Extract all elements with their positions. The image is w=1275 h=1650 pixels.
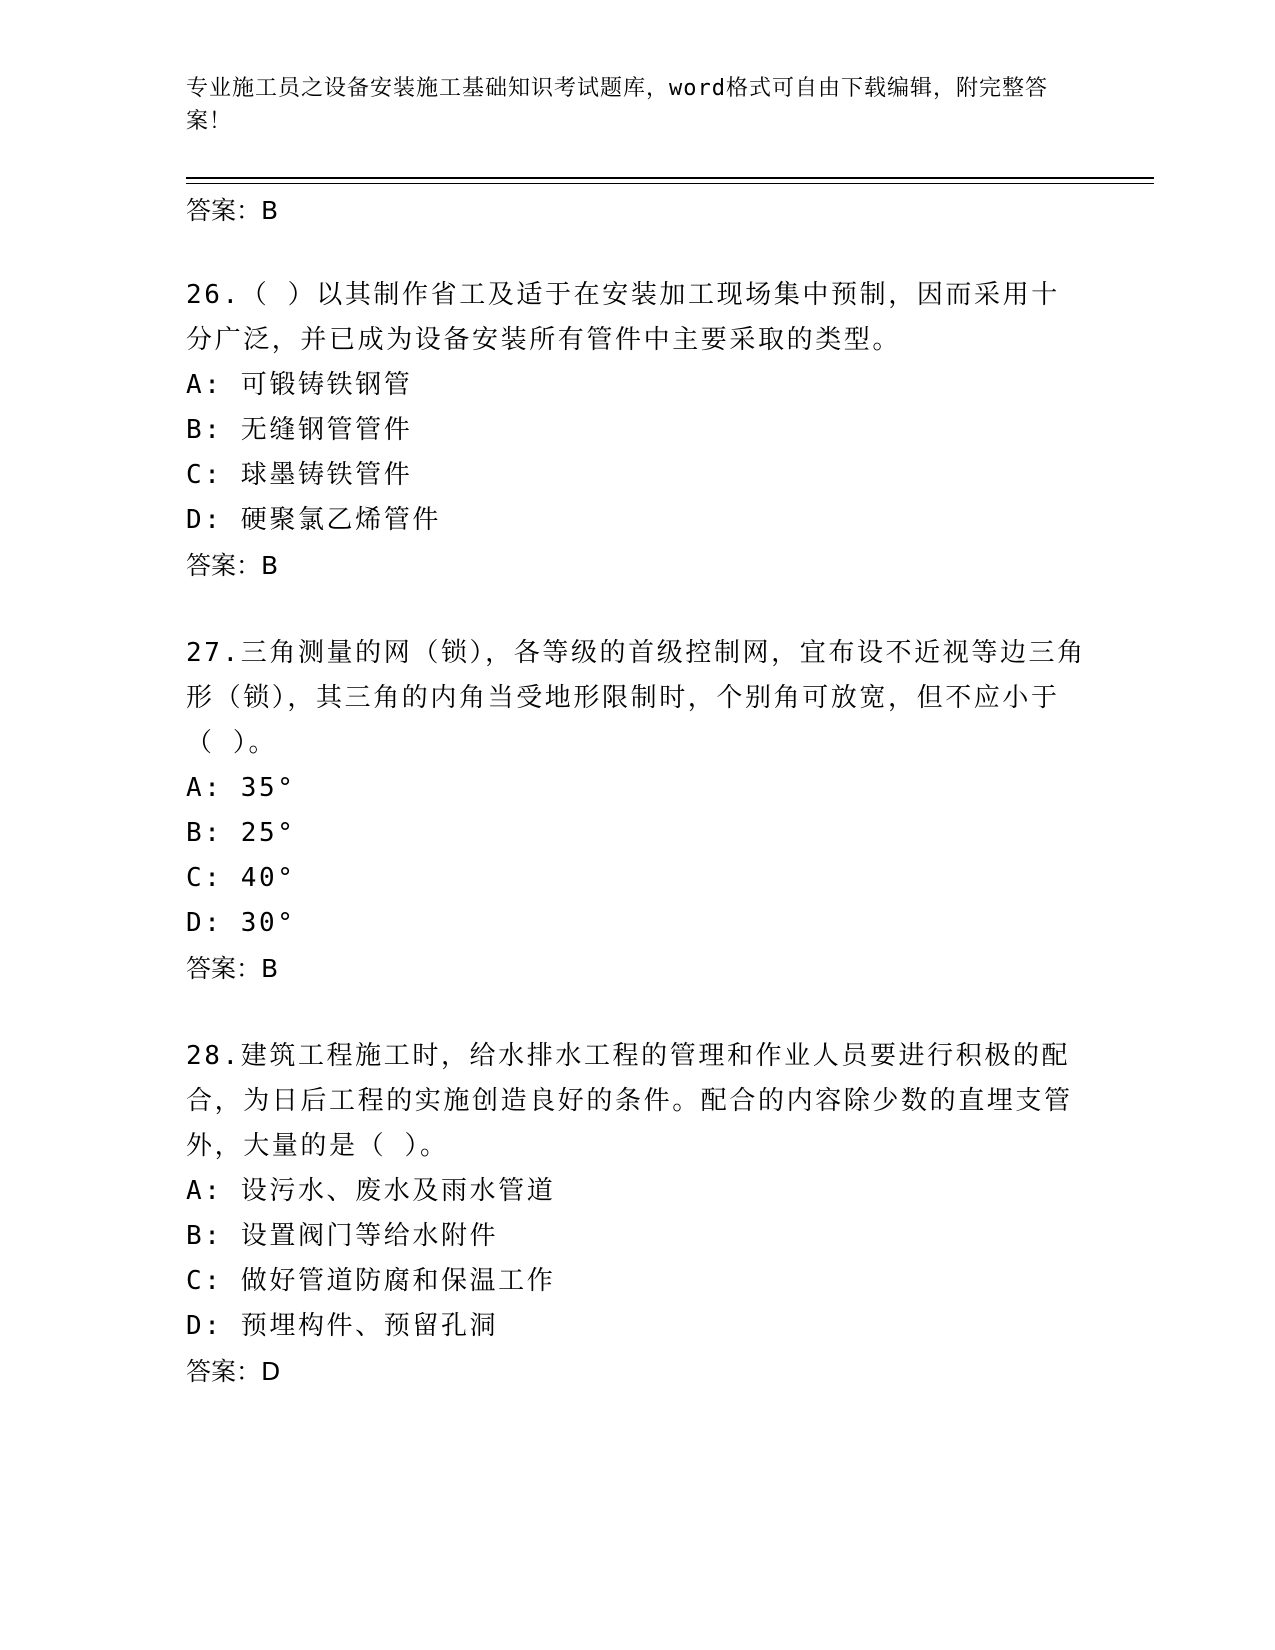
option-b: B: 25°: [186, 818, 296, 848]
answer-line: 答案：D: [186, 1357, 281, 1386]
option-d: D: 预埋构件、预留孔洞: [186, 1311, 499, 1341]
header-rule-thick: [186, 177, 1154, 179]
question-block: [186, 631, 1086, 991]
option-b: B: 无缝钢管管件: [186, 415, 413, 445]
question-block: [186, 273, 1086, 588]
option-a: A: 可锻铸铁钢管: [186, 370, 413, 400]
answer-line: 答案：B: [186, 551, 279, 580]
option-c: C: 40°: [186, 863, 296, 893]
option-d: D: 硬聚氯乙烯管件: [186, 505, 441, 535]
option-a: A: 设污水、废水及雨水管道: [186, 1176, 556, 1206]
option-a: A: 35°: [186, 773, 296, 803]
header-rule-thin: [186, 183, 1154, 184]
option-b: B: 设置阀门等给水附件: [186, 1221, 499, 1251]
answer-line: 答案：B: [186, 954, 279, 983]
option-c: C: 球墨铸铁管件: [186, 460, 413, 490]
question-block: [186, 1034, 1086, 1394]
option-c: C: 做好管道防腐和保温工作: [186, 1266, 556, 1296]
document-header: 专业施工员之设备安装施工基础知识考试题库，word格式可自由下载编辑，附完整答案！: [186, 76, 1048, 134]
answer-line: 答案：B: [186, 196, 279, 225]
question-text: 27.三角测量的网（锁），各等级的首级控制网，宜布设不近视等边三角形（锁），其三角的内角当受地形限制时，个别角可放宽，但不应小于（ ）。: [186, 638, 1086, 758]
option-d: D: 30°: [186, 908, 296, 938]
question-list: [186, 188, 1086, 1394]
question-text: 26.（ ）以其制作省工及适于在安装加工现场集中预制，因而采用十分广泛，并已成为设备安装所有管件中主要采取的类型。: [186, 280, 1060, 355]
question-text: 28.建筑工程施工时，给水排水工程的管理和作业人员要进行积极的配合，为日后工程的实施创造良好的条件。配合的内容除少数的直埋支管外，大量的是（ ）。: [186, 1041, 1073, 1161]
